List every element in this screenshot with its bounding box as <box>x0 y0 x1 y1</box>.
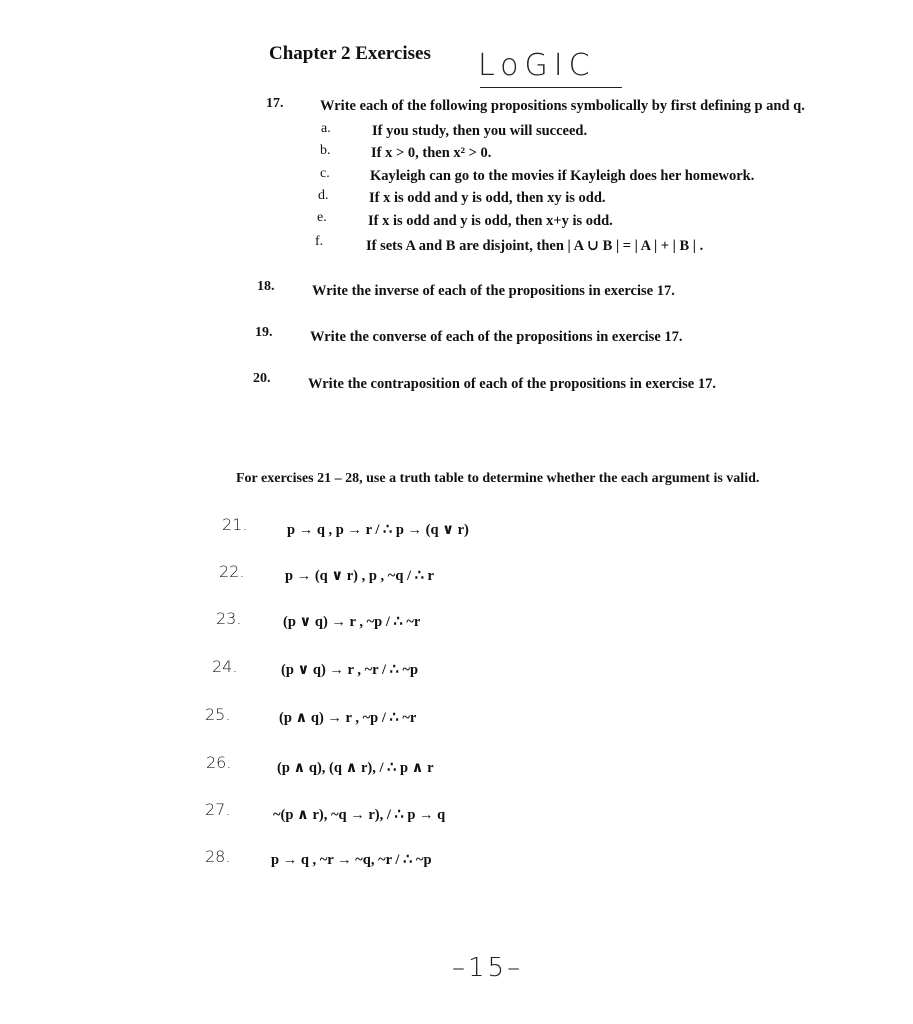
exercise-19-text: Write the converse of each of the propositions in exercise 17. <box>310 329 683 345</box>
exercise-17c-letter: c. <box>320 166 330 181</box>
argument-24-formula: (p ∨ q) → r , ~r / ∴ ~p <box>281 662 419 678</box>
exercise-20-number: 20. <box>253 371 271 386</box>
argument-22-formula: p → (q ∨ r) , p , ~q / ∴ r <box>285 568 434 584</box>
exercise-17c-text: Kayleigh can go to the movies if Kayleigh does her homework. <box>370 168 755 184</box>
instructions: For exercises 21 – 28, use a truth table to determine whether the each argument is valid. <box>236 471 760 486</box>
exercise-17e-text: If x is odd and y is odd, then x+y is odd. <box>368 213 613 229</box>
argument-28-number: 28. <box>205 847 231 866</box>
exercise-17-number: 17. <box>266 96 284 111</box>
exercise-17f-letter: f. <box>315 234 324 249</box>
exercise-17-text: Write each of the following propositions symbolically by first defining p and q. <box>320 98 805 114</box>
exercise-17f-text: If sets A and B are disjoint, then | A ∪ B | = | A | + | B | . <box>366 238 704 254</box>
argument-21-formula: p → q , p → r / ∴ p → (q ∨ r) <box>287 522 469 538</box>
argument-23-number: 23. <box>216 609 242 628</box>
argument-26-number: 26. <box>206 753 232 772</box>
exercise-18-text: Write the inverse of each of the propositions in exercise 17. <box>312 283 675 299</box>
exercise-17b-letter: b. <box>320 143 331 158</box>
handwritten-title: LoGIC <box>478 48 596 83</box>
argument-28-formula: p → q , ~r → ~q, ~r / ∴ ~p <box>271 852 432 868</box>
exercise-17d-letter: d. <box>318 188 329 203</box>
exercise-17a-letter: a. <box>321 121 331 136</box>
exercise-17d-text: If x is odd and y is odd, then xy is odd. <box>369 190 606 206</box>
page-title: Chapter 2 Exercises <box>269 43 431 64</box>
handwritten-underline <box>480 87 622 88</box>
argument-22-number: 22. <box>219 562 245 581</box>
exercise-20-text: Write the contraposition of each of the propositions in exercise 17. <box>308 376 716 392</box>
argument-27-number: 27. <box>205 800 231 819</box>
exercise-18-number: 18. <box>257 279 275 294</box>
argument-27-formula: ~(p ∧ r), ~q → r), / ∴ p → q <box>273 807 446 823</box>
exercise-17b-text: If x > 0, then x² > 0. <box>371 145 492 161</box>
argument-25-number: 25. <box>205 705 231 724</box>
exercise-17a-text: If you study, then you will succeed. <box>372 123 588 139</box>
page-number: –15– <box>452 953 524 983</box>
argument-23-formula: (p ∨ q) → r , ~p / ∴ ~r <box>283 614 421 630</box>
exercise-19-number: 19. <box>255 325 273 340</box>
argument-24-number: 24. <box>212 657 238 676</box>
argument-26-formula: (p ∧ q), (q ∧ r), / ∴ p ∧ r <box>277 760 434 776</box>
argument-25-formula: (p ∧ q) → r , ~p / ∴ ~r <box>279 710 417 726</box>
argument-21-number: 21. <box>222 515 248 534</box>
exercise-17e-letter: e. <box>317 210 327 225</box>
